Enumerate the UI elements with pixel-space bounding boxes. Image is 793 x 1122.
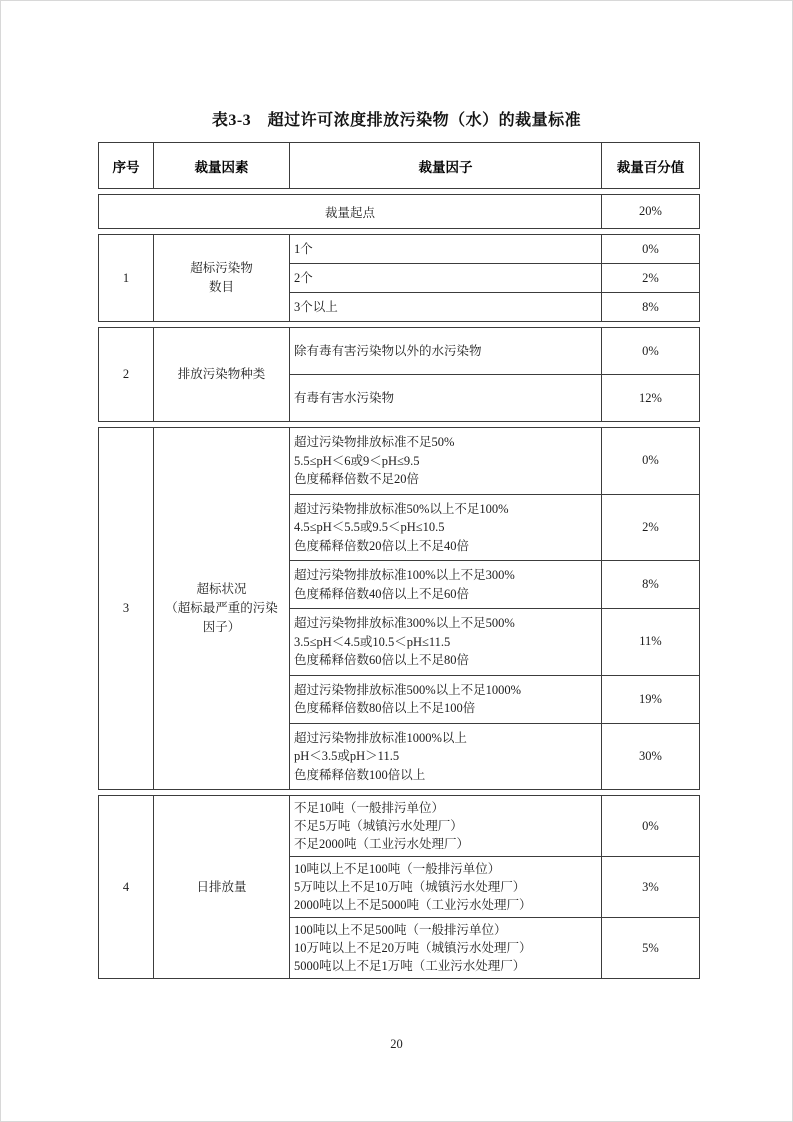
factor-cell: [154, 428, 290, 790]
page-number: 20: [390, 1037, 403, 1051]
value-cell: 30%: [602, 723, 700, 790]
table-title: 表3-3 超过许可浓度排放污染物（水）的裁量标准: [211, 112, 582, 129]
start-point-row: [98, 194, 700, 229]
value-cell: 0%: [602, 328, 700, 375]
table-group: [98, 795, 700, 979]
value-cell: 0%: [602, 235, 700, 264]
value-cell: 2%: [602, 494, 700, 561]
criteria-line: 2个: [294, 270, 313, 285]
criteria-line: 1个: [294, 241, 313, 256]
criteria-line: 色度稀释倍数不足20倍: [294, 472, 420, 486]
table-row: [99, 195, 700, 229]
value-cell: 8%: [602, 293, 700, 322]
criteria-line: 3.5≤pH＜4.5或10.5＜pH≤11.5: [294, 634, 451, 649]
table-row: [99, 235, 700, 264]
factor-line: 日排放量: [196, 879, 247, 894]
value-cell: 3%: [602, 857, 700, 918]
criteria-line: 超过污染物排放标准100%以上不足300%: [294, 568, 515, 582]
criteria-line: 色度稀释倍数20倍以上不足40倍: [294, 538, 470, 553]
value-cell: 19%: [602, 675, 700, 723]
criteria-line: 10万吨以上不足20万吨（城镇污水处理厂）: [294, 941, 532, 955]
criteria-line: 除有毒有害污染物以外的水污染物: [294, 343, 482, 358]
table-row: [99, 328, 700, 375]
value-cell: 5%: [602, 918, 700, 979]
value-cell: 0%: [602, 796, 700, 857]
serial-cell: 1: [99, 235, 154, 322]
criteria-line: 2000吨以上不足5000吨（工业污水处理厂）: [294, 898, 532, 912]
criteria-cell: [290, 675, 602, 723]
criteria-line: 3个以上: [294, 299, 338, 314]
header-serial: 序号: [99, 143, 154, 189]
criteria-cell: [290, 375, 602, 422]
table-group: [98, 327, 700, 422]
criteria-line: 有毒有害水污染物: [294, 390, 395, 405]
discretion-table: [98, 142, 700, 979]
table-row: [99, 428, 700, 495]
factor-cell: [154, 328, 290, 422]
value-cell: 12%: [602, 375, 700, 422]
criteria-line: 4.5≤pH＜5.5或9.5＜pH≤10.5: [294, 520, 445, 534]
serial-cell: 2: [99, 328, 154, 422]
table-group: [98, 427, 700, 790]
criteria-line: pH＜3.5或pH＞11.5: [294, 749, 400, 763]
criteria-cell: [290, 723, 602, 790]
criteria-line: 超过污染物排放标准不足50%: [294, 435, 455, 449]
header-criteria: 裁量因子: [290, 143, 602, 189]
criteria-line: 5.5≤pH＜6或9＜pH≤9.5: [294, 453, 420, 468]
criteria-cell: [290, 293, 602, 322]
factor-line: 因子）: [202, 620, 241, 634]
table-group: [98, 234, 700, 322]
start-point-label: 裁量起点: [99, 195, 602, 229]
criteria-line: 5000吨以上不足1万吨（工业污水处理厂）: [294, 959, 526, 973]
criteria-line: 色度稀释倍数80倍以上不足100倍: [294, 701, 476, 715]
factor-line: 超标污染物: [190, 261, 253, 275]
start-point-value: 20%: [602, 195, 700, 229]
serial-cell: 3: [99, 428, 154, 790]
criteria-line: 色度稀释倍数60倍以上不足80倍: [294, 653, 470, 667]
criteria-line: 超过污染物排放标准300%以上不足500%: [294, 616, 515, 630]
criteria-cell: [290, 609, 602, 676]
criteria-line: 100吨以上不足500吨（一般排污单位）: [294, 923, 507, 937]
factor-cell: [154, 796, 290, 979]
criteria-cell: [290, 796, 602, 857]
criteria-cell: [290, 857, 602, 918]
criteria-line: 超过污染物排放标准1000%以上: [294, 730, 467, 745]
criteria-cell: [290, 561, 602, 609]
factor-line: 超标状况: [196, 582, 247, 596]
header-factor: 裁量因素: [154, 143, 290, 189]
criteria-cell: [290, 328, 602, 375]
criteria-cell: [290, 918, 602, 979]
criteria-cell: [290, 494, 602, 561]
table-groups: [98, 234, 700, 979]
value-cell: 11%: [602, 609, 700, 676]
criteria-line: 10吨以上不足100吨（一般排污单位）: [294, 862, 501, 876]
criteria-line: 不足5万吨（城镇污水处理厂）: [294, 819, 463, 833]
serial-cell: 4: [99, 796, 154, 979]
header-percent: 裁量百分值: [602, 143, 700, 189]
criteria-line: 超过污染物排放标准50%以上不足100%: [294, 501, 509, 516]
criteria-cell: [290, 264, 602, 293]
factor-line: （超标最严重的污染: [165, 601, 278, 615]
value-cell: 8%: [602, 561, 700, 609]
criteria-line: 超过污染物排放标准500%以上不足1000%: [294, 682, 522, 697]
criteria-line: 色度稀释倍数100倍以上: [294, 767, 426, 782]
value-cell: 0%: [602, 428, 700, 495]
criteria-line: 5万吨以上不足10万吨（城镇污水处理厂）: [294, 880, 526, 894]
factor-line: 数目: [208, 280, 234, 294]
criteria-line: 不足10吨（一般排污单位）: [294, 801, 445, 815]
table-header-row: [98, 142, 700, 189]
criteria-cell: [290, 235, 602, 264]
criteria-cell: [290, 428, 602, 495]
factor-line: 排放污染物种类: [177, 367, 266, 381]
header-row: [99, 143, 700, 189]
table-row: [99, 796, 700, 857]
value-cell: 2%: [602, 264, 700, 293]
criteria-line: 不足2000吨（工业污水处理厂）: [294, 837, 470, 851]
criteria-line: 色度稀释倍数40倍以上不足60倍: [294, 586, 470, 601]
factor-cell: [154, 235, 290, 322]
